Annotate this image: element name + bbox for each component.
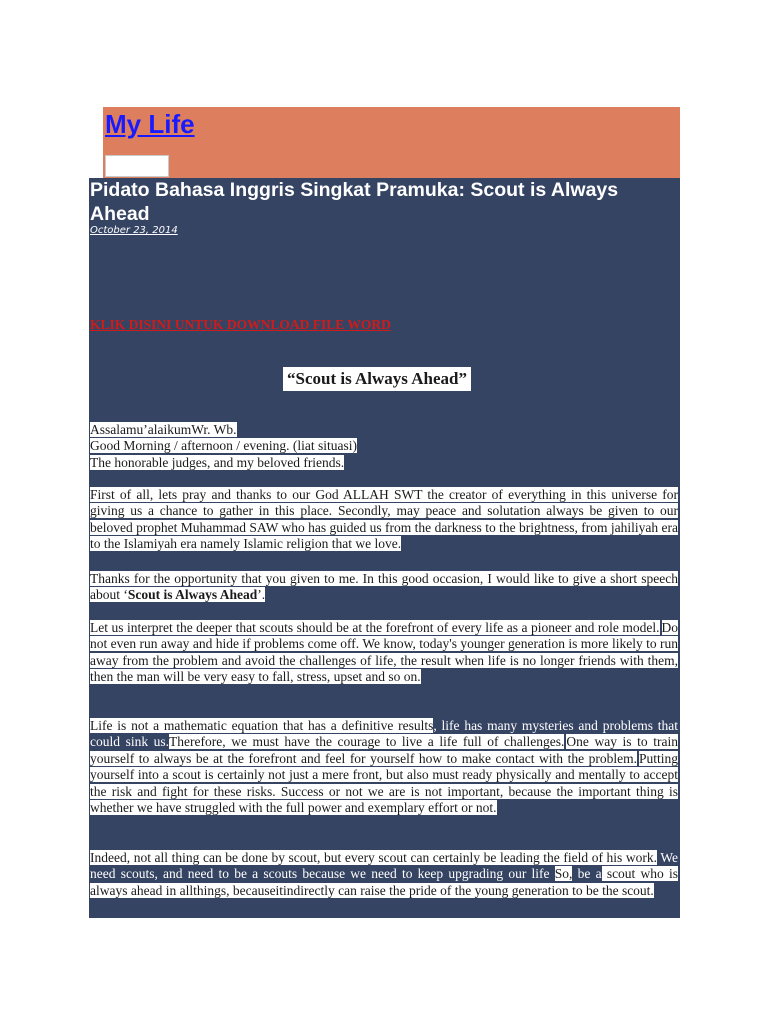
post-date-link[interactable]: October 23, 2014: [90, 225, 178, 236]
site-title-link[interactable]: My Life: [105, 109, 195, 139]
greeting-line-1: Assalamu’alaikumWr. Wb.: [90, 422, 237, 437]
paragraph-4: [90, 718, 678, 816]
download-word-link[interactable]: KLIK DISINI UNTUK DOWNLOAD FILE WORD: [90, 317, 391, 332]
post-title: Pidato Bahasa Inggris Singkat Pramuka: Scout is Always Ahead: [90, 179, 619, 225]
paragraph-5-text-b: We need scouts, and need to be a scouts because we need to keep upgrading our life: [90, 850, 678, 882]
paragraph-3-text-b: Do not even run away and hide if problems come off. We know, today's younger generation is more likely to run away from the problem and avoid the challenges of life, the result when life is no longer friends with them, then the man will be very easy to fall, stress, upset and so on.: [90, 620, 678, 685]
paragraph-3: [90, 620, 678, 686]
greeting-line-2: Good Morning / afternoon / evening. (liat situasi): [90, 438, 357, 454]
greeting-block: [90, 422, 678, 471]
paragraph-5-text-c: So,: [554, 866, 573, 882]
paragraph-2-bold: Scout is Always Ahead: [127, 587, 258, 603]
paragraph-4-text-d: One way is to train yourself to always be at the forefront and feel for yourself how to make contact with the problem.: [90, 734, 678, 766]
paragraph-5: [90, 850, 678, 899]
greeting-line-3: The honorable judges, and my beloved friends.: [90, 454, 345, 470]
site-header: [103, 107, 680, 179]
paragraph-4-text-a: Life is not a mathematic equation that has a definitive results: [90, 718, 434, 733]
speech-title: “Scout is Always Ahead”: [283, 367, 471, 391]
paragraph-4-text-e: Putting yourself into a scout is certainly not just a mere front, but also must ready physically and mentally to accept the risk and fight for these risks. Success or not we are is not important, because the important thing is whether we have struggled with the full power and exemplary effort or not.: [90, 750, 678, 816]
paragraph-2-text-a: Thanks for the opportunity that you given to me. In this good occasion, I would like to give a short speech about ‘: [90, 571, 678, 603]
paragraph-1-text: First of all, lets pray and thanks to our God ALLAH SWT the creator of everything in this universe for giving us a chance to gather in this place. Secondly, may peace and solutation always be given to our beloved prophet Muhammad SAW who has guided us from the darkness to the brightness, from jahiliyah era to the Islamiyah era namely Islamic religion that we love.: [90, 487, 678, 552]
paragraph-4-text-c: Therefore, we must have the courage to live a life full of challenges.: [169, 734, 565, 750]
paragraph-2-text-c: ’.: [257, 587, 266, 603]
paragraph-5-text-e: scout who is always ahead in allthings, becauseitindirectly can raise the pride of the young generation to be the scout.: [90, 866, 679, 898]
paragraph-5-text-d: be a: [572, 866, 602, 882]
paragraph-1: [90, 487, 678, 553]
paragraph-3-text-a: Let us interpret the deeper that scouts should be at the forefront of every life as a pioneer and role model.: [90, 620, 660, 635]
paragraph-5-text-a: Indeed, not all thing can be done by scout, but every scout can certainly be leading the field of his work.: [90, 850, 657, 865]
post-content: [89, 178, 680, 918]
paragraph-4-text-b: , life has many mysteries and problems that could sink us.: [90, 718, 678, 750]
paragraph-2: [90, 571, 678, 604]
search-input[interactable]: [105, 155, 169, 177]
